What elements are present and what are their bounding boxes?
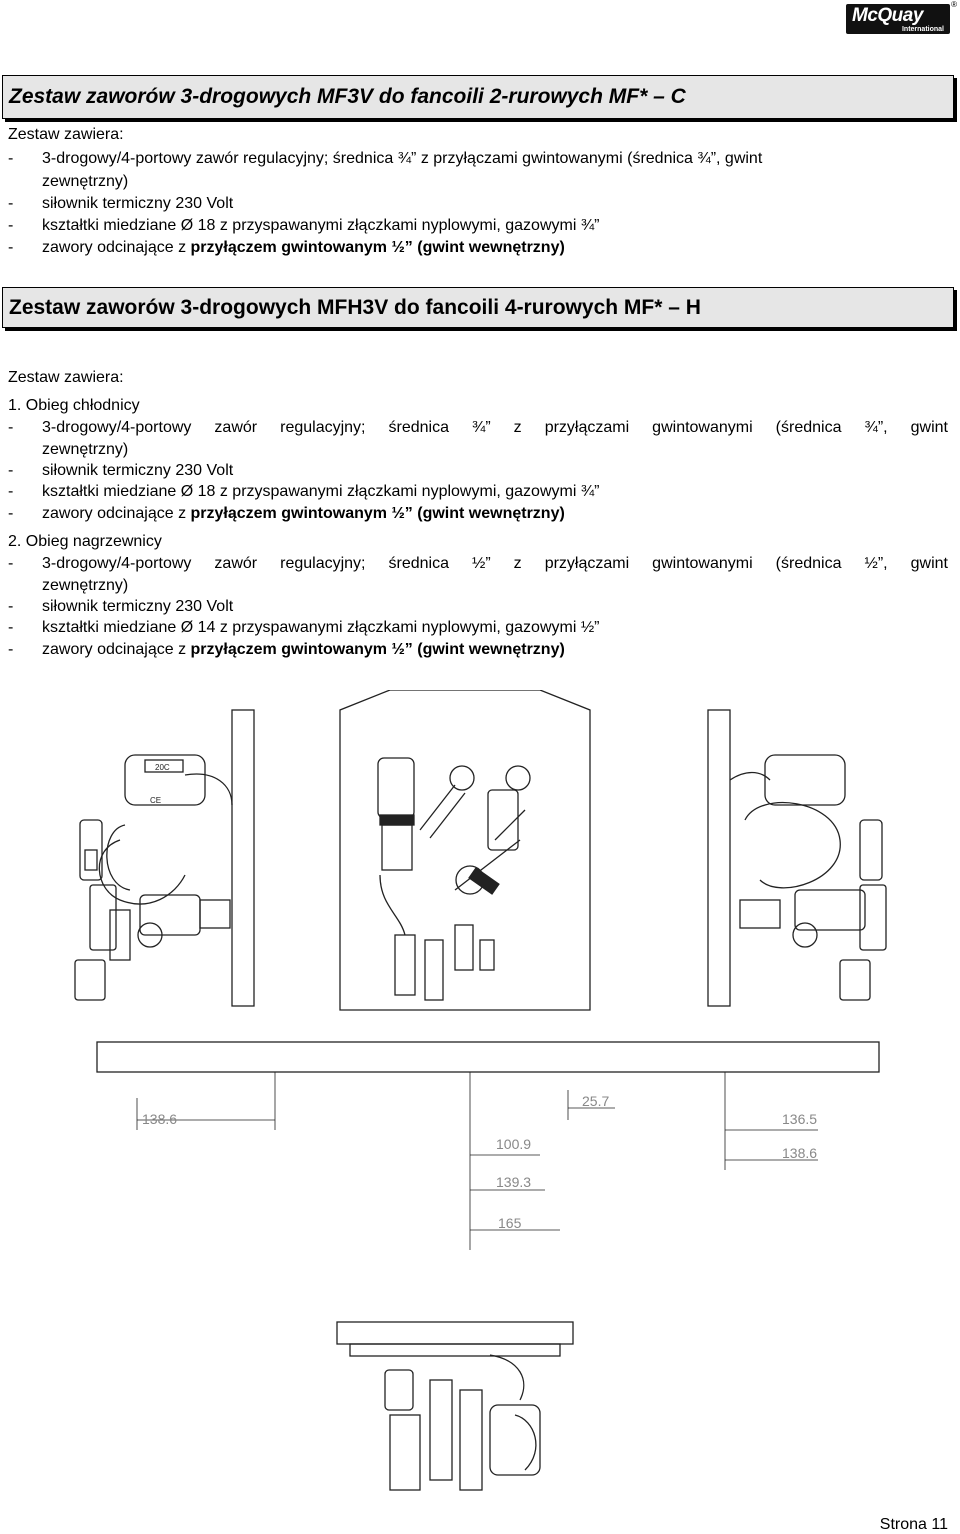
valve-assembly-drawing	[0, 690, 960, 1510]
section2-title: Zestaw zaworów 3-drogowych MFH3V do fancoili 4-rurowych MF* – H	[9, 296, 701, 319]
section2-heading-box	[2, 287, 954, 328]
bottom-view-valves	[337, 1322, 573, 1490]
logo-brand: McQuay	[852, 5, 923, 26]
mcquay-logo	[846, 4, 950, 34]
dimension-label: 136.5	[782, 1111, 818, 1127]
base-plate	[97, 1042, 879, 1072]
dimension-label: 25.7	[582, 1093, 610, 1109]
ce-mark: CE	[150, 796, 162, 805]
center-view-valves	[378, 758, 530, 1000]
group-heading-heating: 2. Obieg nagrzewnicy	[8, 533, 162, 550]
dimension-label: 100.9	[496, 1136, 532, 1152]
dimension-label: 165	[498, 1215, 522, 1231]
dimension-label: 138.6	[142, 1111, 178, 1127]
dimension-label: 139.3	[496, 1174, 532, 1190]
section1-intro: Zestaw zawiera:	[8, 126, 124, 143]
section1-heading-box	[2, 75, 954, 119]
center-view-panel	[340, 690, 590, 1010]
left-view-valves	[75, 755, 232, 1000]
dimension-lines	[137, 1072, 818, 1250]
right-view-valves	[730, 755, 886, 1000]
group-heading-cooling: 1. Obieg chłodnicy	[8, 397, 140, 414]
page-number: Strona 11	[879, 1516, 948, 1533]
section2-intro: Zestaw zawiera:	[8, 369, 124, 386]
logo-sub: International	[901, 26, 944, 33]
section1-title: Zestaw zaworów 3-drogowych MF3V do fancoili 2-rurowych MF* – C	[9, 85, 686, 108]
dimension-label: 138.6	[782, 1145, 818, 1161]
left-valve-label: 20C	[155, 763, 170, 772]
logo-registered-mark: ®	[951, 0, 957, 9]
